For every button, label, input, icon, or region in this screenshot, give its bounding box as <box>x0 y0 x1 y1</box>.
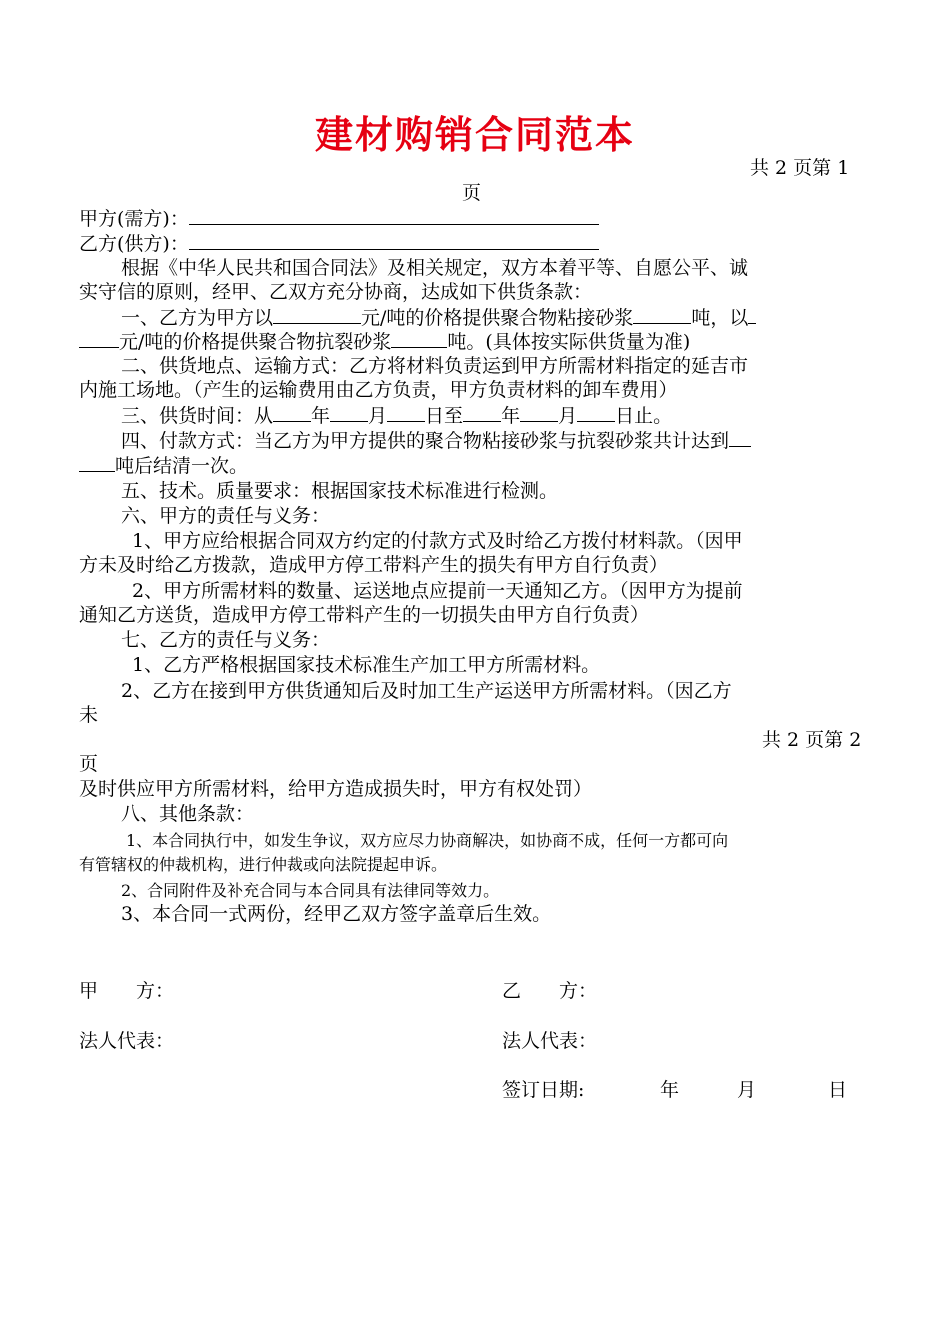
clause-7-heading: 七、乙方的责任与义务： <box>121 629 331 651</box>
party-b-signature-label: 乙 方： <box>502 980 598 1002</box>
page2-header-cont: 页 <box>79 753 99 775</box>
start-day-blank <box>387 403 425 422</box>
total-qty-blank <box>79 453 115 472</box>
page1-header: 共 2 页第 1 <box>750 157 850 179</box>
start-month-label: 月 <box>368 405 388 427</box>
clause-6-heading: 六、甲方的责任与义务： <box>121 505 331 527</box>
party-a-representative-label: 法人代表： <box>79 1030 175 1052</box>
end-day-label: 日止。 <box>615 405 673 427</box>
price-blank-2 <box>79 329 119 348</box>
clause-7-2-line-1: 2、乙方在接到甲方供货通知后及时加工生产运送甲方所需材料。（因乙方 <box>121 680 732 702</box>
page2-header: 共 2 页第 2 <box>762 729 862 751</box>
clause-2-line-2: 内施工场地。（产生的运输费用由乙方负责，甲方负责材料的卸车费用） <box>79 379 678 401</box>
clause-1-text-e: 吨。(具体按实际供货量为准) <box>447 331 691 353</box>
party-b-label: 乙方(供方)： <box>79 233 189 255</box>
party-b-line <box>79 231 599 256</box>
clause-6-2-line-1: 2、甲方所需材料的数量、运送地点应提前一天通知乙方。（因甲方为提前 <box>132 580 743 602</box>
party-b-blank <box>189 231 599 250</box>
clause-4-text-b: 吨后结清一次。 <box>115 455 249 477</box>
clause-7-1: 1、乙方严格根据国家技术标准生产加工甲方所需材料。 <box>132 654 601 676</box>
clause-2-line-1: 二、供货地点、运输方式：乙方将材料负责运到甲方所需材料指定的延吉市 <box>121 355 749 377</box>
clause-7-2-line-3: 及时供应甲方所需材料，给甲方造成损失时，甲方有权处罚） <box>79 778 593 800</box>
clause-6-1-line-2: 方未及时给乙方拨款，造成甲方停工带料产生的损失有甲方自行负责） <box>79 554 669 576</box>
clause-1-line-1 <box>121 305 756 330</box>
party-b-representative-label: 法人代表： <box>502 1030 598 1052</box>
page1-header-cont: 页 <box>462 182 482 204</box>
start-year-label: 年 <box>311 405 331 427</box>
start-year-blank <box>273 403 311 422</box>
start-month-blank <box>330 403 368 422</box>
clause-1-text-c: 吨，以 <box>691 307 749 329</box>
end-month-label: 月 <box>558 405 578 427</box>
clause-8-1-line-1: 1、本合同执行中，如发生争议，双方应尽力协商解决，如协商不成，任何一方都可向 <box>126 831 729 850</box>
preamble-line-1: 根据《中华人民共和国合同法》及相关规定，双方本着平等、自愿公平、诚 <box>121 257 749 279</box>
clause-6-1-line-1: 1、甲方应给根据合同双方约定的付款方式及时给乙方拨付材料款。（因甲 <box>132 530 743 552</box>
clause-3-text: 三、供货时间：从 <box>121 405 274 427</box>
signing-date-month: 月 <box>737 1079 757 1101</box>
signing-date-label: 签订日期: <box>502 1079 585 1101</box>
clause-3 <box>121 403 672 428</box>
clause-1-text-d: 元/吨的价格提供聚合物抗裂砂浆 <box>119 331 392 353</box>
clause-1-text-a: 一、乙方为甲方以 <box>121 307 274 329</box>
preamble-line-2: 实守信的原则，经甲、乙双方充分协商，达成如下供货条款： <box>79 281 593 303</box>
clause-1-line-2 <box>79 329 690 354</box>
clause-8-2: 2、合同附件及补充合同与本合同具有法律同等效力。 <box>121 881 500 900</box>
end-year-label: 年 <box>501 405 521 427</box>
clause-8-1-line-2: 有管辖权的仲裁机构，进行仲裁或向法院提起申诉。 <box>79 855 448 874</box>
clause-4-text-a: 四、付款方式：当乙方为甲方提供的聚合物粘接砂浆与抗裂砂浆共计达到 <box>121 430 730 452</box>
clause-4-line-2 <box>79 453 248 478</box>
clause-6-2-line-2: 通知乙方送货，造成甲方停工带料产生的一切损失由甲方自行负责） <box>79 604 650 626</box>
end-day-blank <box>577 403 615 422</box>
clause-8-heading: 八、其他条款： <box>121 803 255 825</box>
clause-7-2-line-2: 未 <box>79 704 99 726</box>
price-blank-2-start <box>748 305 756 324</box>
party-a-signature-label: 甲 方： <box>79 980 175 1002</box>
qty-blank-1 <box>633 305 691 324</box>
start-day-label: 日至 <box>425 405 464 427</box>
document-title: 建材购销合同范本 <box>314 112 635 157</box>
total-qty-blank-start <box>729 428 751 447</box>
signing-date-year: 年 <box>660 1079 680 1101</box>
party-a-line <box>79 206 599 231</box>
qty-blank-2 <box>391 329 447 348</box>
party-a-label: 甲方(需方)： <box>79 208 189 230</box>
clause-5: 五、技术。质量要求：根据国家技术标准进行检测。 <box>121 480 559 502</box>
signing-date-day: 日 <box>828 1079 848 1101</box>
clause-1-text-b: 元/吨的价格提供聚合物粘接砂浆 <box>361 307 634 329</box>
price-blank-1 <box>273 305 361 324</box>
clause-8-3: 3、本合同一式两份，经甲乙双方签字盖章后生效。 <box>121 903 552 925</box>
end-month-blank <box>520 403 558 422</box>
party-a-blank <box>189 206 599 225</box>
clause-4-line-1 <box>121 428 751 453</box>
end-year-blank <box>463 403 501 422</box>
